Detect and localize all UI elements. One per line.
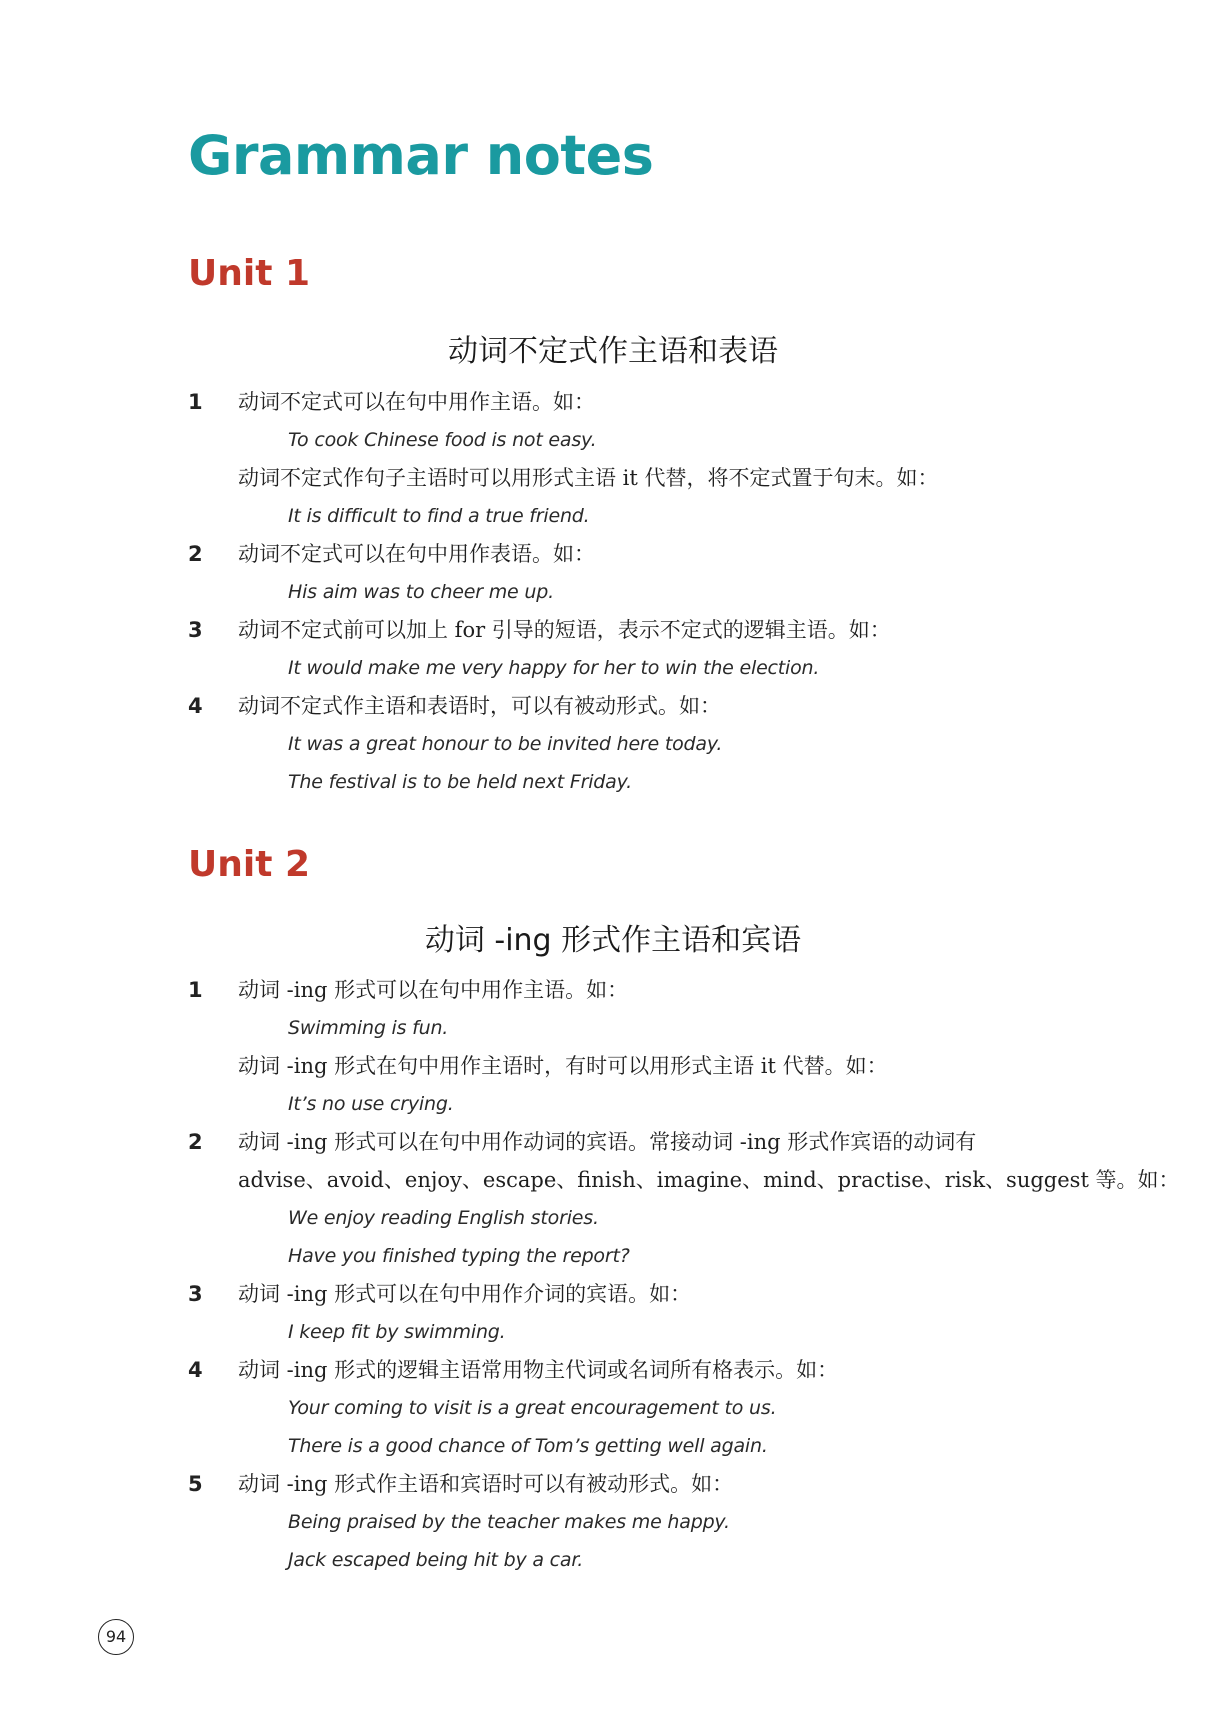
example-line: [188, 1009, 1088, 1047]
unit-2-section-title: 动词 -ing 形式作主语和宾语: [424, 923, 802, 958]
example-line: [188, 649, 1088, 687]
example-sentence: Swimming is fun.: [288, 1017, 449, 1039]
example-line: [188, 1237, 1088, 1275]
example-line: [188, 725, 1088, 763]
rule-line: [188, 383, 1088, 421]
example-sentence: It was a great honour to be invited here today.: [288, 733, 723, 755]
unit-1-section-title: 动词不定式作主语和表语: [448, 334, 778, 369]
item-number: 1: [188, 978, 203, 1002]
rule-line: [188, 1047, 1088, 1085]
rule-line: [188, 1465, 1088, 1503]
example-line: [188, 1389, 1088, 1427]
example-sentence: Being praised by the teacher makes me happy.: [288, 1511, 730, 1533]
rule-text: 动词 -ing 形式作主语和宾语时可以有被动形式。如：: [238, 1472, 734, 1496]
example-sentence: Have you finished typing the report?: [288, 1245, 630, 1267]
example-sentence: We enjoy reading English stories.: [288, 1207, 599, 1229]
rule-text: 动词不定式作主语和表语时，可以有被动形式。如：: [238, 694, 721, 718]
example-sentence: Jack escaped being hit by a car.: [288, 1549, 584, 1571]
example-sentence: Your coming to visit is a great encouragement to us.: [288, 1397, 777, 1419]
example-line: [188, 421, 1088, 459]
page-title: Grammar notes: [188, 124, 654, 187]
unit-1-notes: [188, 383, 1088, 801]
rule-line: [188, 459, 1088, 497]
item-number: 3: [188, 1282, 203, 1306]
example-sentence: It’s no use crying.: [288, 1093, 454, 1115]
rule-line: [188, 1351, 1088, 1389]
example-sentence: It would make me very happy for her to win the election.: [288, 657, 820, 679]
rule-text: 动词 -ing 形式可以在句中用作介词的宾语。如：: [238, 1282, 692, 1306]
item-number: 2: [188, 1130, 203, 1154]
item-number: 4: [188, 1358, 203, 1382]
rule-text: 动词 -ing 形式可以在句中用作动词的宾语。常接动词 -ing 形式作宾语的动词有: [238, 1130, 977, 1154]
example-sentence: It is difficult to find a true friend.: [288, 505, 590, 527]
item-number: 5: [188, 1472, 203, 1496]
item-number: 1: [188, 390, 203, 414]
example-line: [188, 763, 1088, 801]
example-line: [188, 1427, 1088, 1465]
rule-text: 动词 -ing 形式的逻辑主语常用物主代词或名词所有格表示。如：: [238, 1358, 839, 1382]
rule-line: [188, 1123, 1088, 1161]
unit-2-heading: Unit 2: [188, 844, 310, 885]
example-line: [188, 1503, 1088, 1541]
rule-text: 动词不定式可以在句中用作表语。如：: [238, 542, 595, 566]
example-line: [188, 1313, 1088, 1351]
example-sentence: There is a good chance of Tom’s getting well again.: [288, 1435, 768, 1457]
page-number: 94: [98, 1619, 134, 1655]
item-number: 2: [188, 542, 203, 566]
rule-text: 动词不定式可以在句中用作主语。如：: [238, 390, 595, 414]
example-sentence: The festival is to be held next Friday.: [288, 771, 633, 793]
rule-text: 动词不定式前可以加上 for 引导的短语，表示不定式的逻辑主语。如：: [238, 618, 891, 642]
grammar-page: [188, 0, 1180, 1717]
example-sentence: His aim was to cheer me up.: [288, 581, 554, 603]
rule-text: 动词 -ing 形式在句中用作主语时，有时可以用形式主语 it 代替。如：: [238, 1054, 888, 1078]
unit-2-notes: [188, 971, 1180, 1579]
example-line: [188, 573, 1088, 611]
unit-1-heading: Unit 1: [188, 253, 310, 294]
rule-line: [188, 971, 1088, 1009]
rule-line: [188, 535, 1088, 573]
item-number: 3: [188, 618, 203, 642]
example-line: [188, 497, 1088, 535]
example-sentence: To cook Chinese food is not easy.: [288, 429, 597, 451]
rule-text: advise、avoid、enjoy、escape、finish、imagine、mind、practise、risk、suggest 等。如：: [238, 1168, 1180, 1192]
example-line: [188, 1199, 1088, 1237]
example-sentence: I keep fit by swimming.: [288, 1321, 506, 1343]
rule-text: 动词不定式作句子主语时可以用形式主语 it 代替，将不定式置于句末。如：: [238, 466, 939, 490]
example-line: [188, 1085, 1088, 1123]
rule-line: [188, 611, 1088, 649]
example-line: [188, 1541, 1088, 1579]
rule-line: [188, 1275, 1088, 1313]
rule-line: [188, 687, 1088, 725]
item-number: 4: [188, 694, 203, 718]
rule-text: 动词 -ing 形式可以在句中用作主语。如：: [238, 978, 629, 1002]
rule-line: [188, 1161, 1180, 1199]
